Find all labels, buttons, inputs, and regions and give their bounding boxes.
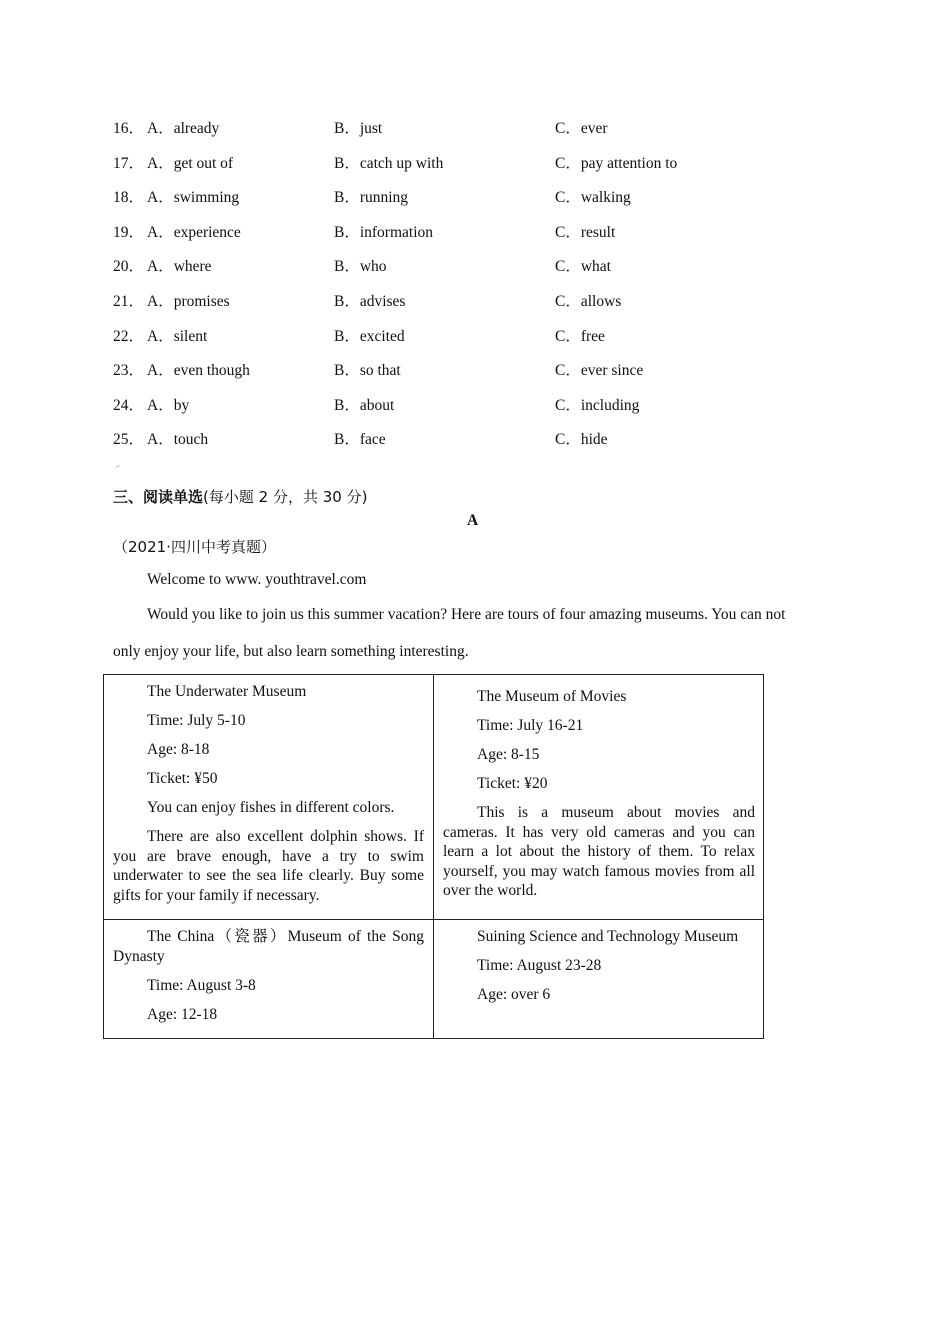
option-a: A．touch [147, 431, 209, 449]
museum-table [103, 674, 764, 1039]
museum-detail: Ticket: ¥20 [477, 775, 548, 792]
question-number: 25． [113, 431, 145, 449]
option-c: C．walking [555, 189, 631, 207]
option-a: A．swimming [147, 189, 240, 207]
option-b: B．who [334, 258, 387, 276]
option-b: B．catch up with [334, 154, 444, 172]
museum-detail: Time: July 16-21 [477, 717, 584, 734]
question-number: 23． [113, 362, 145, 380]
option-b: B．about [334, 396, 395, 414]
section-score: (每小题 2 分，共 30 分) [203, 488, 368, 506]
question-number: 21． [113, 293, 145, 310]
option-a: A．promises [147, 293, 230, 310]
part-label: A [467, 512, 479, 529]
museum-detail: Time: August 3-8 [147, 976, 256, 994]
divider [104, 919, 763, 920]
option-c: C．pay attention to [555, 154, 678, 172]
question-number: 19． [113, 223, 145, 241]
option-b: B．so that [334, 362, 401, 380]
museum-name: The Underwater Museum [147, 683, 307, 700]
museum-cell-science [434, 927, 764, 1014]
option-b: B．running [334, 189, 409, 207]
option-a: A．get out of [147, 154, 234, 172]
intro-line: Welcome to www. youthtravel.com [147, 571, 367, 588]
option-c: C．hide [555, 431, 608, 449]
option-a: A．even though [147, 362, 250, 380]
question-number: 20． [113, 258, 145, 276]
option-b: B．excited [334, 327, 405, 345]
museum-cell-movies [434, 687, 764, 910]
question-number: 24． [113, 396, 145, 414]
museum-name: The China（瓷器）Museum of the Song Dynasty [113, 928, 424, 965]
option-a: A．experience [147, 223, 241, 241]
option-c: C．result [555, 223, 616, 241]
option-a: A．silent [147, 327, 208, 345]
option-c: C．allows [555, 293, 622, 310]
museum-detail: Time: August 23-28 [477, 957, 602, 974]
museum-name: The Museum of Movies [477, 688, 627, 705]
source-label: （2021·四川中考真题） [113, 538, 276, 556]
museum-detail: You can enjoy fishes in different colors. [147, 799, 395, 816]
option-c: C．free [555, 327, 605, 345]
option-c: C．what [555, 258, 611, 276]
question-number: 17． [113, 154, 145, 172]
option-a: A．already [147, 120, 220, 137]
museum-cell-underwater [104, 682, 433, 915]
museum-detail: Age: 8-15 [477, 746, 540, 763]
intro-line: Would you like to join us this summer vacation? Here are tours of four amazing museums. You can not [147, 606, 786, 623]
section-heading [113, 486, 367, 507]
option-b: B．information [334, 223, 434, 241]
option-b: B．face [334, 431, 386, 449]
option-a: A．by [147, 396, 190, 414]
option-b: B．advises [334, 293, 406, 310]
option-b: B．just [334, 120, 383, 137]
museum-name: Suining Science and Technology Museum [477, 928, 739, 945]
museum-detail: There are also excellent dolphin shows. If you are brave enough, have a try to swim underwater to see the sea life clearly. Buy some gifts for your family if necessary. [113, 828, 424, 904]
option-a: A．where [147, 258, 212, 276]
question-number: 16． [113, 120, 145, 137]
museum-detail: Age: 8-18 [147, 741, 210, 758]
paragraph-mark: ↵ [116, 465, 121, 470]
museum-detail: Age: over 6 [477, 986, 551, 1003]
museum-detail: Age: 12-18 [147, 1005, 218, 1023]
museum-detail: This is a museum about movies and cameras. It has very old cameras and you can learn a lot about the history of them. To relax yourself, you may watch famous movies from all over the world. [443, 804, 755, 899]
section-title: 三、阅读单选 [113, 488, 204, 506]
question-number: 18． [113, 189, 145, 207]
option-c: C．ever since [555, 362, 644, 380]
museum-detail: Time: July 5-10 [147, 712, 246, 729]
option-c: C．including [555, 396, 640, 414]
question-number: 22． [113, 327, 145, 345]
option-c: C．ever [555, 120, 608, 137]
intro-line: only enjoy your life, but also learn something interesting. [113, 643, 469, 660]
museum-cell-china [104, 927, 433, 1034]
museum-detail: Ticket: ¥50 [147, 770, 218, 787]
